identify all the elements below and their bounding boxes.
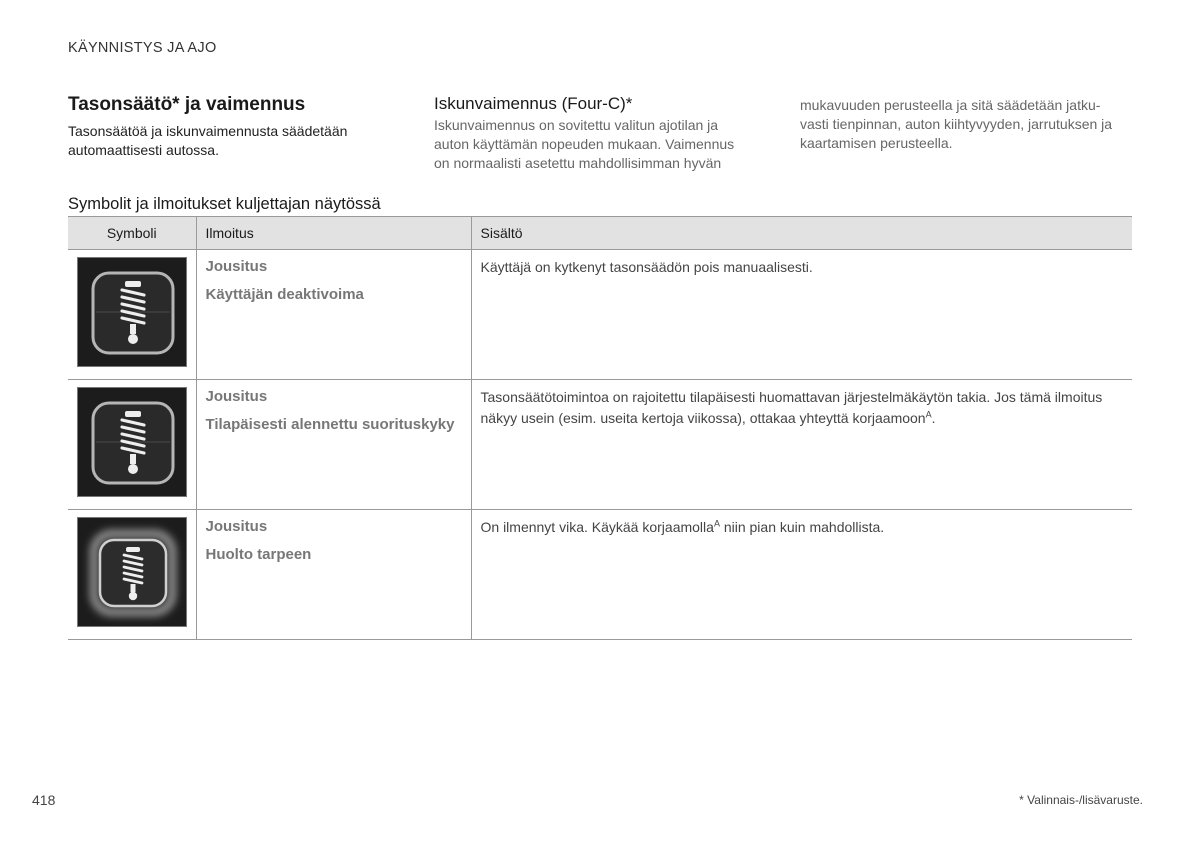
content-cell <box>471 250 1132 380</box>
continuation-column <box>800 96 1140 153</box>
four-c-line: Iskunvaimennus on sovitettu valitun ajotilan ja <box>434 117 719 133</box>
suspension-icon <box>77 387 187 497</box>
message-text: Tilapäisesti alennettu suorituskyky <box>205 416 455 433</box>
continuation-line: vasti tienpinnan, auton kiihtyvyyden, jarrutuksen ja <box>800 116 1113 132</box>
message-text: Käyttäjän deaktivoima <box>205 286 364 303</box>
content-text: On ilmennyt vika. Käykää korjaamolla <box>480 519 714 535</box>
content-text-end: niin pian kuin mahdollista. <box>719 519 885 535</box>
four-c-title: Iskunvaimennus (Four-C)* <box>434 94 633 113</box>
header-message: Ilmoitus <box>196 217 471 250</box>
four-c-line: on normaalisti asetettu mahdollisimman hyvän <box>434 155 722 171</box>
table-header-row <box>68 217 1132 250</box>
content-text-end: . <box>931 410 936 426</box>
intro-line: Tasonsäätöä ja iskunvaimennusta säädetään <box>68 123 348 139</box>
four-c-line: auton käyttämän nopeuden mukaan. Vaimennus <box>434 136 735 152</box>
content-cell <box>471 380 1132 510</box>
footnote: * Valinnais-/lisävaruste. <box>1019 793 1143 807</box>
footnote-marker: A <box>713 518 720 529</box>
message-category: Jousitus <box>205 258 268 275</box>
header-content: Sisältö <box>471 217 1132 250</box>
header-symbol: Symboli <box>68 217 196 250</box>
symbol-cell <box>68 380 196 510</box>
table-title: Symbolit ja ilmoitukset kuljettajan näytössä <box>68 195 381 213</box>
message-cell <box>196 250 471 380</box>
symbols-table <box>68 216 1132 640</box>
section-header: KÄYNNISTYS JA AJO <box>68 40 217 56</box>
intro-title: Tasonsäätö* ja vaimennus <box>68 94 306 115</box>
table-row <box>68 250 1132 380</box>
content-text: Tasonsäätötoimintoa on rajoitettu tilapäisesti huomattavan järjestelmäkäytön takia. Jos tämä ilmoitus näkyy usein (esim. useita kertoja viikossa), ottakaa yhteyttä korjaamoon <box>480 389 1103 426</box>
table-row <box>68 380 1132 510</box>
table-row <box>68 510 1132 640</box>
continuation-line: mukavuuden perusteella ja sitä säädetään jatku- <box>800 97 1101 113</box>
page-number: 418 <box>32 792 56 808</box>
four-c-column <box>434 94 774 173</box>
intro-line: automaattisesti autossa. <box>68 142 219 158</box>
intro-column <box>68 94 408 160</box>
symbol-cell <box>68 510 196 640</box>
symbol-cell <box>68 250 196 380</box>
suspension-warning-icon <box>77 517 187 627</box>
suspension-icon <box>77 257 187 367</box>
continuation-line: kaartamisen perusteella. <box>800 135 953 151</box>
content-text: Käyttäjä on kytkenyt tasonsäädön pois manuaalisesti. <box>480 259 813 275</box>
message-cell <box>196 380 471 510</box>
message-category: Jousitus <box>205 518 268 535</box>
footnote-marker: A <box>925 409 932 420</box>
content-cell <box>471 510 1132 640</box>
message-cell <box>196 510 471 640</box>
message-text: Huolto tarpeen <box>205 546 312 563</box>
message-category: Jousitus <box>205 388 268 405</box>
